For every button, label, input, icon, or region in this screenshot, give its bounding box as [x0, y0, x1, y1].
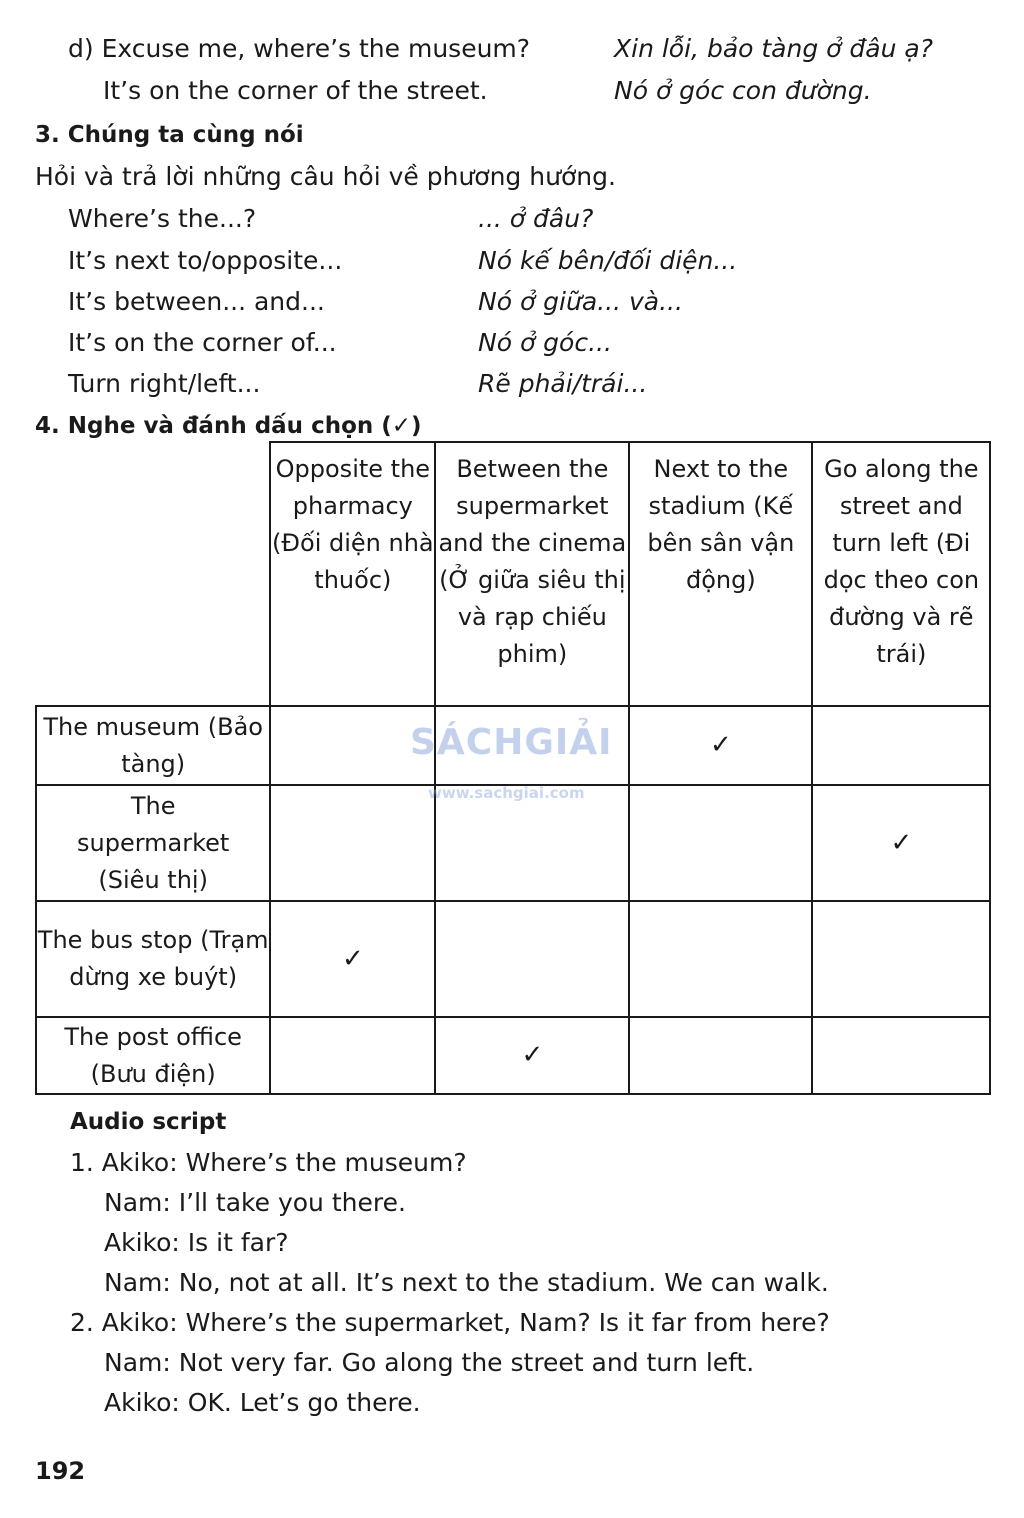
page-number: 192	[35, 1457, 86, 1485]
check-cell	[270, 706, 435, 785]
phrase-en: It’s between... and...	[68, 287, 325, 316]
audio-line: Nam: Not very far. Go along the street and turn left.	[104, 1348, 755, 1377]
phrase-en: It’s next to/opposite...	[68, 246, 343, 275]
phrase-en: Turn right/left...	[68, 369, 261, 398]
table-row	[36, 1017, 990, 1094]
check-cell	[812, 901, 990, 1017]
audio-line: Akiko: OK. Let’s go there.	[104, 1388, 421, 1417]
phrase-en: Where’s the...?	[68, 204, 257, 233]
phrase-vi: Nó ở góc...	[478, 328, 612, 357]
dialogue-d-question-vi: Xin lỗi, bảo tàng ở đâu ạ?	[614, 34, 933, 63]
table-row	[36, 785, 990, 901]
check-cell	[812, 706, 990, 785]
check-cell	[270, 785, 435, 901]
row-label: The supermarket (Siêu thị)	[36, 785, 270, 901]
check-cell: ✓	[435, 1017, 629, 1094]
dialogue-d-answer-vi: Nó ở góc con đường.	[614, 76, 872, 105]
audio-line: Nam: I’ll take you there.	[104, 1188, 406, 1217]
section-3-title: 3. Chúng ta cùng nói	[35, 122, 304, 148]
check-cell: ✓	[270, 901, 435, 1017]
row-label: The museum (Bảo tàng)	[36, 706, 270, 785]
row-label: The bus stop (Trạm dừng xe buýt)	[36, 901, 270, 1017]
check-cell	[812, 1017, 990, 1094]
check-cell	[270, 1017, 435, 1094]
check-cell: ✓	[812, 785, 990, 901]
dialogue-d-answer-en: It’s on the corner of the street.	[103, 76, 488, 105]
table-header-row	[36, 442, 990, 706]
check-cell: ✓	[629, 706, 812, 785]
phrase-vi: ... ở đâu?	[478, 204, 594, 233]
phrase-en: It’s on the corner of...	[68, 328, 337, 357]
audio-line: 2. Akiko: Where’s the supermarket, Nam? Is it far from here?	[70, 1308, 830, 1337]
watermark-url: www.sachgiai.com	[428, 784, 585, 802]
phrase-vi: Nó kế bên/đối diện...	[478, 246, 738, 275]
audio-script-title: Audio script	[70, 1109, 227, 1135]
phrase-vi: Nó ở giữa... và...	[478, 287, 683, 316]
check-cell	[435, 706, 629, 785]
listening-table	[35, 441, 991, 1095]
table-corner-cell	[36, 442, 270, 706]
column-header: Between the supermarket and the cinema (Ở giữa siêu thị và rạp chiếu phim)	[435, 442, 629, 706]
check-cell	[435, 785, 629, 901]
check-cell	[629, 785, 812, 901]
audio-line: Akiko: Is it far?	[104, 1228, 289, 1257]
watermark-brand: SÁCHGIẢI	[410, 722, 613, 763]
table-row	[36, 706, 990, 785]
audio-line: Nam: No, not at all. It’s next to the stadium. We can walk.	[104, 1268, 829, 1297]
section-4-title: 4. Nghe và đánh dấu chọn (✓)	[35, 413, 422, 439]
check-cell	[629, 901, 812, 1017]
column-header: Next to the stadium (Kế bên sân vận động)	[629, 442, 812, 706]
check-cell	[435, 901, 629, 1017]
column-header: Go along the street and turn left (Đi dọc theo con đường và rẽ trái)	[812, 442, 990, 706]
row-label: The post office (Bưu điện)	[36, 1017, 270, 1094]
audio-line: 1. Akiko: Where’s the museum?	[70, 1148, 467, 1177]
table-row	[36, 901, 990, 1017]
section-3-instruction: Hỏi và trả lời những câu hỏi về phương hướng.	[35, 162, 616, 191]
phrase-vi: Rẽ phải/trái...	[478, 369, 648, 398]
check-cell	[629, 1017, 812, 1094]
dialogue-d-question-en: d) Excuse me, where’s the museum?	[68, 34, 531, 63]
column-header: Opposite the pharmacy (Đối diện nhà thuốc)	[270, 442, 435, 706]
